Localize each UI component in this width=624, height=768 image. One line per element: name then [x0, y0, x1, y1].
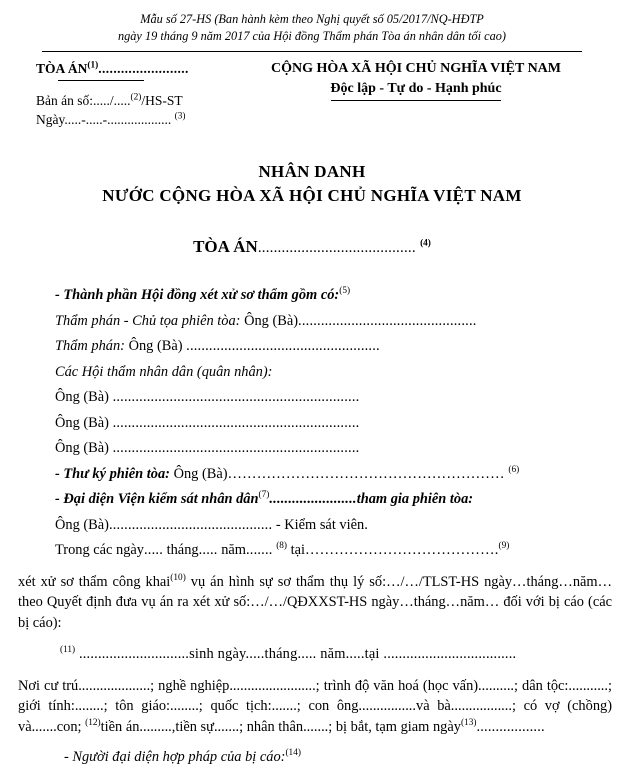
court-dots: ........................ — [98, 61, 189, 76]
header-right-column — [226, 61, 624, 101]
trial-summary-pre: xét xử sơ thẩm công khai — [18, 573, 171, 590]
court-name-dots: ........................................ — [257, 240, 416, 256]
hearing-month-dots: ..... — [198, 542, 218, 558]
defendant-details-part-2: tiền án.........,tiền sự.......; nhân thân.......; bị bắt, tạm giam ngày — [100, 718, 461, 735]
legal-representative-line — [18, 747, 612, 768]
national-title: CỘNG HÒA XÃ HỘI CHỦ NGHĨA VIỆT NAM — [270, 61, 561, 76]
judge-row — [55, 334, 612, 360]
form-note-line-2: ngày 19 tháng 9 năm 2017 của Hội đồng Thẩm phán Tòa án nhân dân tối cao) — [117, 29, 507, 43]
hearing-location-dots: …………………………………. — [305, 542, 499, 558]
court-name-line — [0, 237, 624, 257]
defendant-footnote-marker: (11) — [60, 645, 76, 656]
defendant-identity-dots: .............................sinh ngày.....tháng..... năm.....tại ................................... — [75, 646, 517, 662]
motto-underline — [331, 100, 501, 101]
hearing-day-dots: ..... — [144, 542, 163, 558]
prosecutor-row — [55, 513, 612, 539]
legal-representative-footnote-marker: (14) — [285, 748, 301, 759]
court-label: TÒA ÁN — [36, 61, 88, 76]
court-underline — [58, 80, 144, 81]
judge-value: Ông (Bà) — [128, 338, 183, 354]
case-number-label: Bản án số: — [36, 93, 93, 108]
composition-label: - Thành phần Hội đồng xét xử sơ thẩm gồm có: — [55, 287, 340, 303]
presiding-judge-value: Ông (Bà) — [244, 312, 299, 329]
hearing-year-dots: ....... — [245, 542, 273, 558]
clerk-footnote-marker: (6) — [508, 464, 520, 475]
defendant-details-part-1: Nơi cư trú....................; nghề nghiệp........................; trình độ văn hoá (học vấn)..........; dân tộc:...........; giới tính:........; tôn giáo:........; quốc tịch:.......; con ông................và bà.................; có vợ (chồng) và.......con; — [18, 677, 612, 735]
case-number-dots-1: ...../ — [93, 93, 114, 108]
court-name-label: TÒA ÁN — [193, 237, 258, 256]
prosecutor-prefix: Ông (Bà) — [55, 516, 109, 533]
hearing-days-row — [55, 538, 612, 564]
form-number-note — [0, 0, 624, 45]
composition-footnote-marker: (5) — [339, 286, 351, 297]
assessor-prefix: Ông (Bà) — [55, 389, 109, 405]
presiding-judge-label: Thẩm phán - Chủ tọa phiên tòa: — [55, 312, 241, 329]
presiding-judge-row — [55, 309, 612, 335]
defendant-details-footnote-marker: (12) — [85, 717, 101, 728]
trial-summary-paragraph — [18, 572, 612, 634]
trial-panel-block — [0, 283, 624, 564]
judge-label: Thẩm phán: — [55, 338, 125, 354]
defendant-arrest-dots: .................. — [476, 718, 545, 735]
trial-summary-footnote-marker: (10) — [170, 572, 186, 583]
case-date-label: Ngày — [36, 112, 65, 127]
header-left-column — [0, 61, 226, 128]
hearing-location-footnote-marker: (9) — [498, 541, 510, 552]
court-name-footnote-marker: (4) — [420, 238, 431, 249]
defendant-arrest-footnote-marker: (13) — [460, 717, 477, 728]
assessor-row — [55, 436, 612, 462]
header-divider — [42, 51, 582, 52]
document-header — [0, 61, 624, 128]
court-label-line — [36, 61, 226, 77]
case-number-suffix: /HS-ST — [141, 93, 183, 108]
prosecutor-suffix: - Kiểm sát viên. — [275, 516, 368, 533]
assessors-label-row — [55, 360, 612, 386]
defendant-identity-line — [18, 644, 612, 665]
hearing-location-label: tại — [290, 542, 306, 558]
form-note-line-1: Mẫu số 27-HS (Ban hành kèm theo Nghị quyết số 05/2017/NQ-HĐTP — [140, 12, 484, 26]
case-date-line — [36, 112, 226, 128]
case-number-dots-2: ..... — [113, 93, 131, 108]
clerk-value: Ông (Bà) — [173, 465, 228, 482]
hearing-days-footnote-marker: (8) — [276, 541, 288, 552]
assessor-prefix: Ông (Bà) — [55, 440, 109, 456]
prosecutor-dots: ........................................... — [108, 516, 273, 533]
procuracy-label: - Đại diện Viện kiểm sát nhân dân — [55, 491, 259, 507]
defendant-details-paragraph — [18, 676, 612, 738]
case-date-footnote-marker: (3) — [174, 111, 186, 122]
national-motto: Độc lập - Tự do - Hạnh phúc — [330, 81, 502, 96]
hearing-days-label: Trong các ngày — [55, 542, 144, 558]
case-body-block — [0, 572, 624, 768]
case-date-dots: .....-.....-................... — [64, 112, 172, 127]
hearing-year-label: năm — [221, 542, 246, 558]
presiding-judge-dots: ............................................... — [298, 312, 477, 329]
case-number-footnote-marker: (2) — [130, 92, 142, 103]
hearing-month-label: tháng — [166, 542, 199, 558]
legal-representative-label: - Người đại diện hợp pháp của bị cáo: — [64, 749, 286, 765]
clerk-row — [55, 462, 612, 488]
procuracy-row — [55, 487, 612, 513]
procuracy-suffix: tham gia phiên tòa: — [356, 491, 474, 507]
assessor-prefix: Ông (Bà) — [55, 414, 109, 431]
assessor-dots: ................................................................. — [112, 389, 360, 405]
title-line-2: NƯỚC CỘNG HÒA XÃ HỘI CHỦ NGHĨA VIỆT NAM — [102, 186, 522, 205]
trial-summary-post: vụ án hình sự sơ thẩm thụ lý số:…/…/TLST-HS ngày…tháng…năm…theo Quyết định đưa vụ án ra xét xử số:…/…/QĐXXST-HS ngày…tháng…năm… đối với bị cáo (các bị cáo): — [18, 573, 612, 631]
clerk-dots: ………………………………………………… — [227, 465, 505, 482]
assessor-dots: ................................................................. — [112, 414, 360, 431]
assessor-row — [55, 385, 612, 411]
title-block — [0, 162, 624, 206]
assessors-label: Các Hội thẩm nhân dân (quân nhân): — [55, 363, 273, 380]
procuracy-footnote-marker: (7) — [258, 490, 270, 501]
assessor-row — [55, 411, 612, 437]
assessor-dots: ................................................................. — [112, 440, 360, 456]
case-number-line — [36, 93, 226, 109]
title-line-1: NHÂN DANH — [258, 162, 366, 181]
composition-row — [55, 283, 612, 309]
court-footnote-marker: (1) — [87, 60, 99, 71]
judge-dots: ................................................... — [186, 338, 380, 354]
clerk-label: - Thư ký phiên tòa: — [55, 465, 170, 482]
procuracy-dots: ....................... — [269, 491, 357, 507]
